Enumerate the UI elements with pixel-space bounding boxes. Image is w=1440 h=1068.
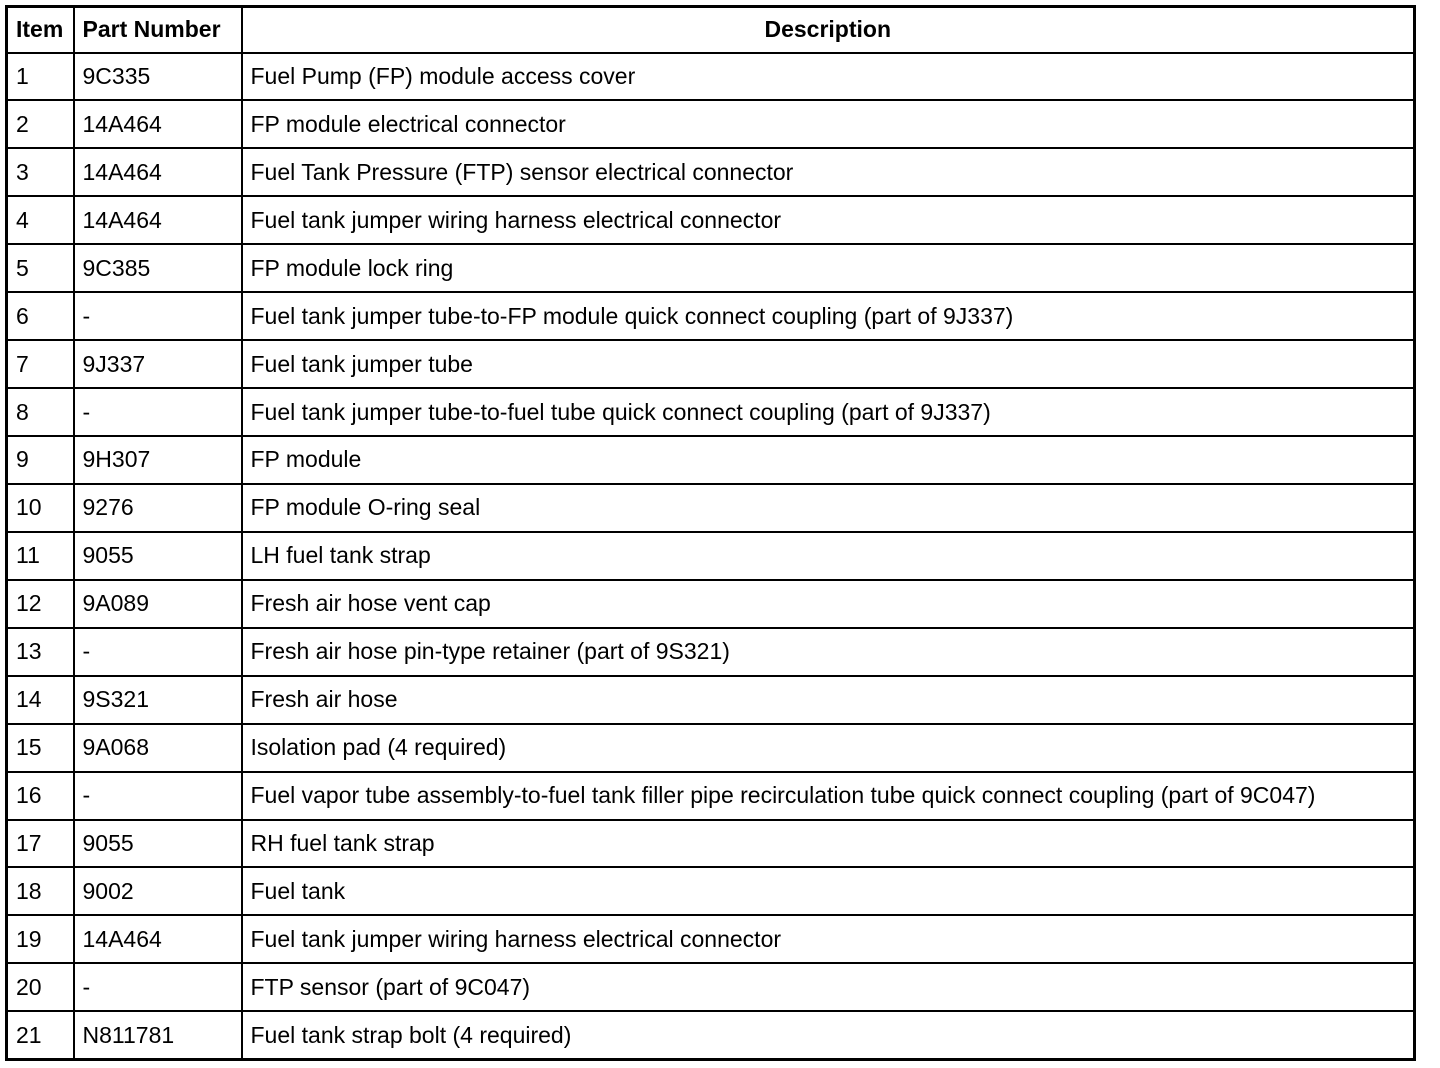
cell-item: 19 bbox=[7, 915, 74, 963]
cell-item: 6 bbox=[7, 292, 74, 340]
cell-part-number: - bbox=[74, 388, 242, 436]
cell-description: FP module O-ring seal bbox=[242, 484, 1415, 532]
table-row bbox=[7, 196, 1415, 244]
table-row bbox=[7, 820, 1415, 868]
cell-part-number: N811781 bbox=[74, 1011, 242, 1059]
table-row bbox=[7, 292, 1415, 340]
cell-item: 5 bbox=[7, 244, 74, 292]
cell-item: 20 bbox=[7, 963, 74, 1011]
cell-description: Isolation pad (4 required) bbox=[242, 724, 1415, 772]
cell-item: 3 bbox=[7, 148, 74, 196]
cell-description: Fuel tank jumper wiring harness electrical connector bbox=[242, 915, 1415, 963]
header-description: Description bbox=[242, 7, 1415, 53]
cell-part-number: 9S321 bbox=[74, 676, 242, 724]
cell-part-number: 9055 bbox=[74, 820, 242, 868]
cell-item: 16 bbox=[7, 772, 74, 820]
table-row bbox=[7, 1011, 1415, 1059]
cell-description: Fuel tank strap bolt (4 required) bbox=[242, 1011, 1415, 1059]
cell-item: 13 bbox=[7, 628, 74, 676]
cell-item: 15 bbox=[7, 724, 74, 772]
cell-part-number: - bbox=[74, 963, 242, 1011]
parts-table bbox=[5, 5, 1416, 1061]
cell-item: 10 bbox=[7, 484, 74, 532]
cell-description: FTP sensor (part of 9C047) bbox=[242, 963, 1415, 1011]
cell-description: Fuel vapor tube assembly-to-fuel tank filler pipe recirculation tube quick connect coupling (part of 9C047) bbox=[242, 772, 1415, 820]
cell-item: 18 bbox=[7, 867, 74, 915]
cell-part-number: 9A068 bbox=[74, 724, 242, 772]
cell-part-number: 9002 bbox=[74, 867, 242, 915]
cell-part-number: 14A464 bbox=[74, 148, 242, 196]
table-row bbox=[7, 244, 1415, 292]
table-row bbox=[7, 53, 1415, 101]
cell-part-number: 9J337 bbox=[74, 340, 242, 388]
cell-item: 21 bbox=[7, 1011, 74, 1059]
table-row bbox=[7, 676, 1415, 724]
table-row bbox=[7, 628, 1415, 676]
cell-part-number: 9276 bbox=[74, 484, 242, 532]
header-part-number: Part Number bbox=[74, 7, 242, 53]
cell-description: FP module bbox=[242, 436, 1415, 484]
cell-part-number: 14A464 bbox=[74, 915, 242, 963]
cell-description: FP module electrical connector bbox=[242, 100, 1415, 148]
cell-description: Fresh air hose bbox=[242, 676, 1415, 724]
cell-description: Fuel tank jumper tube-to-FP module quick connect coupling (part of 9J337) bbox=[242, 292, 1415, 340]
table-row bbox=[7, 867, 1415, 915]
cell-description: Fuel tank bbox=[242, 867, 1415, 915]
cell-description: LH fuel tank strap bbox=[242, 532, 1415, 580]
cell-item: 8 bbox=[7, 388, 74, 436]
cell-item: 14 bbox=[7, 676, 74, 724]
cell-part-number: - bbox=[74, 628, 242, 676]
table-body bbox=[7, 53, 1415, 1060]
cell-description: FP module lock ring bbox=[242, 244, 1415, 292]
cell-description: Fuel Tank Pressure (FTP) sensor electrical connector bbox=[242, 148, 1415, 196]
table-row bbox=[7, 963, 1415, 1011]
table-row bbox=[7, 484, 1415, 532]
cell-item: 12 bbox=[7, 580, 74, 628]
table-row bbox=[7, 915, 1415, 963]
cell-part-number: 9055 bbox=[74, 532, 242, 580]
cell-part-number: 14A464 bbox=[74, 100, 242, 148]
cell-part-number: 9A089 bbox=[74, 580, 242, 628]
cell-part-number: - bbox=[74, 292, 242, 340]
table-row bbox=[7, 772, 1415, 820]
cell-item: 11 bbox=[7, 532, 74, 580]
header-item: Item bbox=[7, 7, 74, 53]
header-row bbox=[7, 7, 1415, 53]
cell-description: Fresh air hose vent cap bbox=[242, 580, 1415, 628]
cell-part-number: 14A464 bbox=[74, 196, 242, 244]
cell-part-number: 9C335 bbox=[74, 53, 242, 101]
cell-part-number: 9C385 bbox=[74, 244, 242, 292]
table-header bbox=[7, 7, 1415, 53]
table-row bbox=[7, 100, 1415, 148]
cell-part-number: - bbox=[74, 772, 242, 820]
cell-item: 2 bbox=[7, 100, 74, 148]
cell-description: Fuel tank jumper wiring harness electrical connector bbox=[242, 196, 1415, 244]
table-row bbox=[7, 724, 1415, 772]
table-row bbox=[7, 436, 1415, 484]
table-row bbox=[7, 388, 1415, 436]
cell-description: Fresh air hose pin-type retainer (part of 9S321) bbox=[242, 628, 1415, 676]
cell-item: 7 bbox=[7, 340, 74, 388]
cell-item: 17 bbox=[7, 820, 74, 868]
cell-description: RH fuel tank strap bbox=[242, 820, 1415, 868]
cell-item: 4 bbox=[7, 196, 74, 244]
cell-item: 9 bbox=[7, 436, 74, 484]
table-row bbox=[7, 148, 1415, 196]
cell-description: Fuel tank jumper tube bbox=[242, 340, 1415, 388]
table-row bbox=[7, 340, 1415, 388]
cell-description: Fuel Pump (FP) module access cover bbox=[242, 53, 1415, 101]
cell-part-number: 9H307 bbox=[74, 436, 242, 484]
table-row bbox=[7, 532, 1415, 580]
cell-item: 1 bbox=[7, 53, 74, 101]
cell-description: Fuel tank jumper tube-to-fuel tube quick connect coupling (part of 9J337) bbox=[242, 388, 1415, 436]
table-row bbox=[7, 580, 1415, 628]
